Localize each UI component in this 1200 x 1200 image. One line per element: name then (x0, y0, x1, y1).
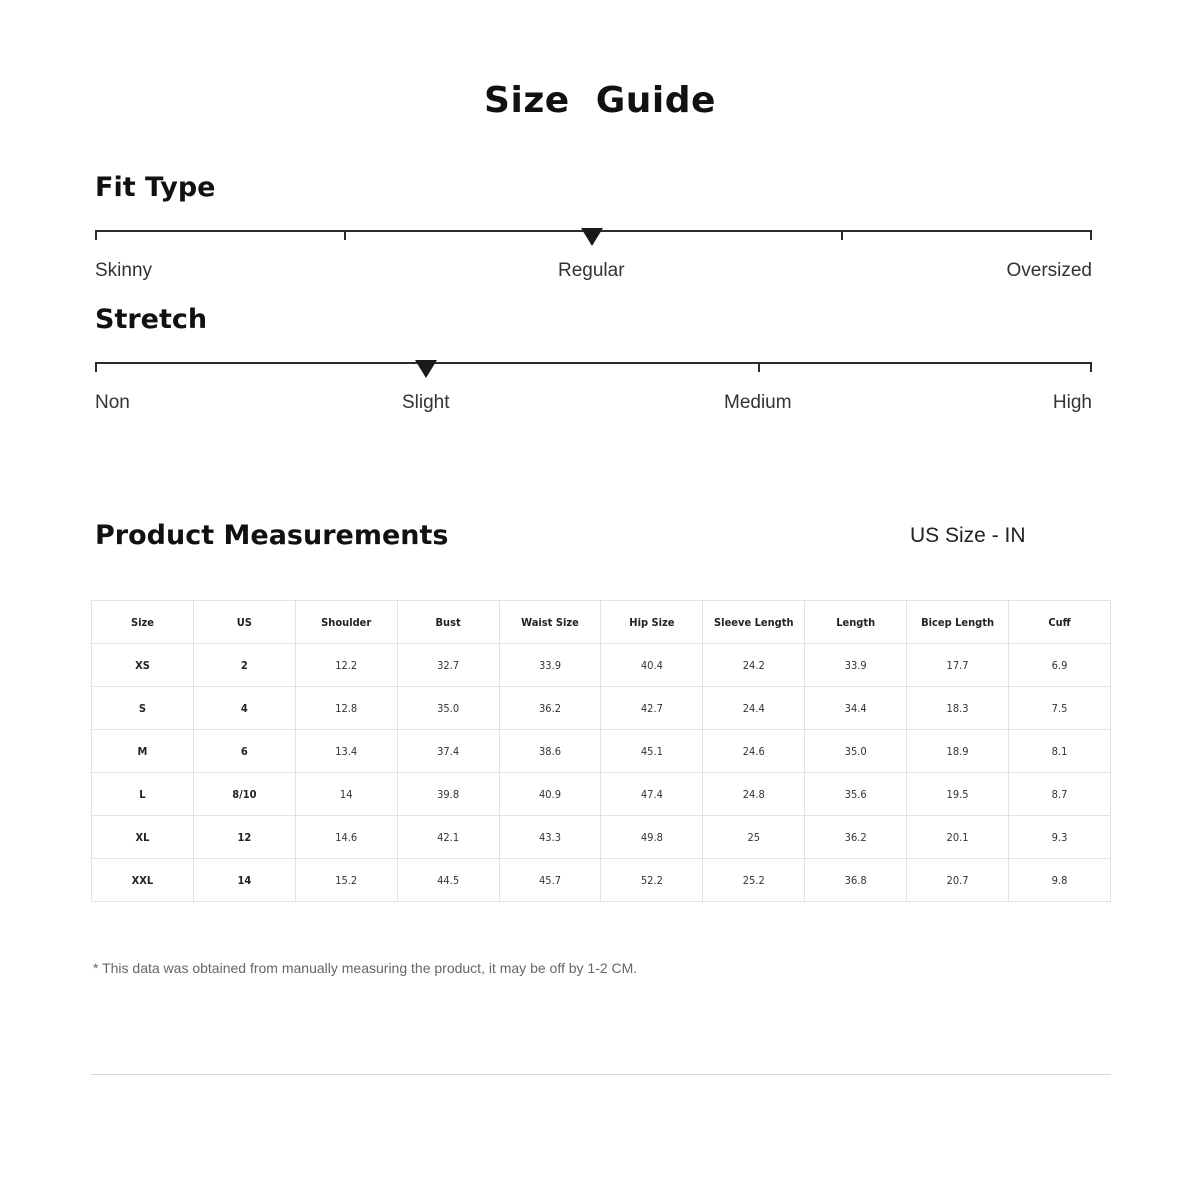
table-cell: 17.7 (907, 644, 1009, 687)
measurements-table (91, 600, 1111, 902)
table-cell: 24.4 (703, 687, 805, 730)
measurement-note: * This data was obtained from manually measuring the product, it may be off by 1-2 CM. (93, 960, 638, 976)
table-cell: 39.8 (397, 773, 499, 816)
table-cell: 8.1 (1009, 730, 1111, 773)
stretch-tick (758, 362, 760, 372)
table-cell: 44.5 (397, 859, 499, 902)
table-cell: 40.9 (499, 773, 601, 816)
table-cell: 24.2 (703, 644, 805, 687)
table-cell: 38.6 (499, 730, 601, 773)
table-cell: 4 (193, 687, 295, 730)
table-cell: M (92, 730, 194, 773)
stretch-label-medium: Medium (724, 392, 792, 413)
table-cell: 12 (193, 816, 295, 859)
fit-type-heading: Fit Type (95, 172, 216, 203)
table-cell: 14 (193, 859, 295, 902)
stretch-label-non: Non (95, 392, 130, 413)
table-cell: XL (92, 816, 194, 859)
stretch-marker-icon (415, 360, 437, 378)
table-header-row (92, 601, 1111, 644)
table-cell: 42.7 (601, 687, 703, 730)
table-cell: 25.2 (703, 859, 805, 902)
fit-type-label-oversized: Oversized (1006, 260, 1092, 281)
table-cell: 9.8 (1009, 859, 1111, 902)
table-cell: 18.9 (907, 730, 1009, 773)
table-cell: 20.7 (907, 859, 1009, 902)
column-header: Waist Size (499, 601, 601, 644)
table-cell: 35.0 (397, 687, 499, 730)
table-cell: 7.5 (1009, 687, 1111, 730)
table-cell: 6.9 (1009, 644, 1111, 687)
table-row (92, 859, 1111, 902)
unit-label: US Size - IN (910, 524, 1026, 547)
table-cell: 33.9 (805, 644, 907, 687)
column-header: Sleeve Length (703, 601, 805, 644)
table-cell: 18.3 (907, 687, 1009, 730)
table-cell: 36.2 (805, 816, 907, 859)
table-cell: 19.5 (907, 773, 1009, 816)
table-row (92, 644, 1111, 687)
table-cell: 2 (193, 644, 295, 687)
stretch-label-slight: Slight (402, 392, 450, 413)
table-cell: 24.8 (703, 773, 805, 816)
table-cell: 32.7 (397, 644, 499, 687)
table-row (92, 730, 1111, 773)
bottom-divider (91, 1074, 1111, 1075)
fit-type-tick (1090, 230, 1092, 240)
table-cell: 49.8 (601, 816, 703, 859)
column-header: Cuff (1009, 601, 1111, 644)
table-cell: 47.4 (601, 773, 703, 816)
table-cell: 14.6 (295, 816, 397, 859)
table-cell: 12.2 (295, 644, 397, 687)
column-header: US (193, 601, 295, 644)
fit-type-label-skinny: Skinny (95, 260, 153, 281)
table-cell: 52.2 (601, 859, 703, 902)
column-header: Bicep Length (907, 601, 1009, 644)
table-cell: 25 (703, 816, 805, 859)
table-cell: 8.7 (1009, 773, 1111, 816)
table-cell: 15.2 (295, 859, 397, 902)
table-cell: 14 (295, 773, 397, 816)
table-cell: 6 (193, 730, 295, 773)
stretch-scale-line (95, 362, 1092, 364)
table-cell: 45.1 (601, 730, 703, 773)
table-row (92, 687, 1111, 730)
table-cell: 8/10 (193, 773, 295, 816)
table-cell: 40.4 (601, 644, 703, 687)
stretch-tick (1090, 362, 1092, 372)
stretch-label-high: High (1052, 392, 1092, 413)
fit-type-tick (95, 230, 97, 240)
fit-type-label-regular: Regular (558, 260, 625, 281)
stretch-heading: Stretch (95, 304, 208, 335)
column-header: Size (92, 601, 194, 644)
table-cell: 9.3 (1009, 816, 1111, 859)
table-row (92, 773, 1111, 816)
table-cell: 24.6 (703, 730, 805, 773)
table-cell: 45.7 (499, 859, 601, 902)
table-cell: 35.6 (805, 773, 907, 816)
table-cell: 37.4 (397, 730, 499, 773)
table-row (92, 816, 1111, 859)
fit-type-marker-icon (581, 228, 603, 246)
column-header: Bust (397, 601, 499, 644)
table-cell: XXL (92, 859, 194, 902)
table-cell: L (92, 773, 194, 816)
table-cell: 13.4 (295, 730, 397, 773)
stretch-scale (95, 362, 1092, 413)
table-cell: 36.8 (805, 859, 907, 902)
column-header: Hip Size (601, 601, 703, 644)
table-cell: 12.8 (295, 687, 397, 730)
table-cell: 42.1 (397, 816, 499, 859)
fit-type-scale (95, 230, 1092, 281)
measurements-heading: Product Measurements (95, 520, 449, 551)
column-header: Length (805, 601, 907, 644)
table-cell: 36.2 (499, 687, 601, 730)
table-cell: 20.1 (907, 816, 1009, 859)
stretch-tick (95, 362, 97, 372)
fit-type-tick (841, 230, 843, 240)
column-header: Shoulder (295, 601, 397, 644)
table-cell: S (92, 687, 194, 730)
fit-type-tick (344, 230, 346, 240)
table-cell: 43.3 (499, 816, 601, 859)
table-cell: 34.4 (805, 687, 907, 730)
page-title: Size Guide (484, 80, 716, 121)
table-cell: XS (92, 644, 194, 687)
table-cell: 35.0 (805, 730, 907, 773)
table-cell: 33.9 (499, 644, 601, 687)
